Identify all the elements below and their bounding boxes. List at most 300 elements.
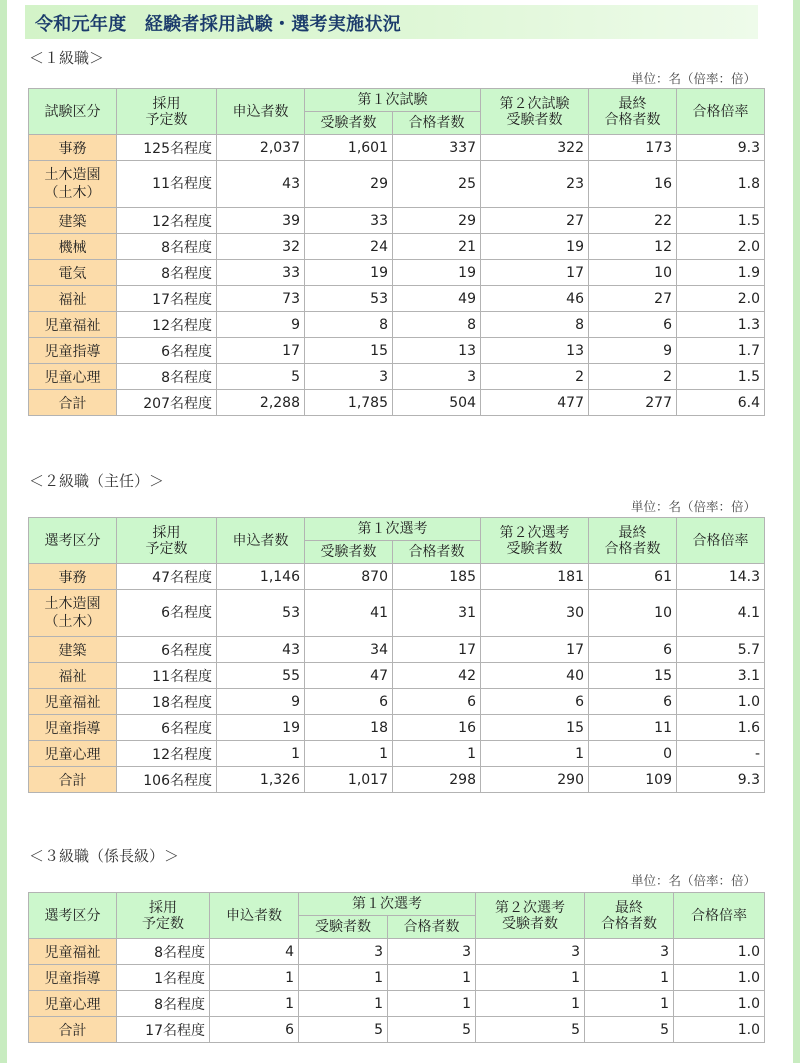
row-category: [29, 286, 117, 312]
cell-final-passed: 6: [589, 312, 677, 338]
cell-s2-takers: 15: [481, 715, 589, 741]
cell-planned: 17名程度: [117, 286, 217, 312]
section-label-grade2: ＜２級職（主任）＞: [29, 472, 165, 490]
row-category: [29, 364, 117, 390]
row-category: [29, 715, 117, 741]
cell-s2-takers: 2: [481, 364, 589, 390]
table-row: [29, 663, 765, 689]
cell-final-passed: 6: [589, 689, 677, 715]
cell-s1-takers: 41: [305, 590, 393, 637]
cell-s1-passed: 31: [393, 590, 481, 637]
results-table-grade3: [28, 892, 765, 1043]
cell-planned: 6名程度: [117, 338, 217, 364]
cell-s1-passed: 3: [388, 939, 476, 965]
cell-final-passed: 15: [589, 663, 677, 689]
header-row: [29, 518, 765, 541]
header-stage1: [305, 518, 481, 541]
unit-label-grade1: 単位：名（倍率：倍）: [630, 71, 756, 86]
header-stage1-passed: [388, 916, 476, 939]
cell-final-passed: 22: [589, 208, 677, 234]
category-text: 児童指導: [44, 970, 101, 987]
category-text: 児童福祉: [44, 317, 101, 334]
header-planned-text: 予定数: [145, 111, 188, 128]
header-final-passed: [589, 89, 677, 135]
cell-s1-takers: 5: [299, 1017, 388, 1043]
cell-planned: 1名程度: [117, 965, 210, 991]
cell-s1-passed: 8: [393, 312, 481, 338]
cell-s1-takers: 15: [305, 338, 393, 364]
header-applicants: [217, 518, 305, 564]
category-text: 事務: [58, 569, 87, 586]
header-planned: [117, 893, 210, 939]
cell-applicants: 2,288: [217, 390, 305, 416]
cell-s1-passed: 17: [393, 637, 481, 663]
header-planned-text: 予定数: [142, 915, 184, 932]
row-category: [29, 939, 117, 965]
header-category: [29, 518, 117, 564]
header-stage1-passed-text: 合格者数: [408, 115, 465, 131]
header-stage2-takers: [481, 89, 589, 135]
cell-ratio: -: [677, 741, 765, 767]
table-row: [29, 564, 765, 590]
header-stage1-takers-text: 受験者数: [320, 115, 377, 131]
cell-final-passed: 61: [589, 564, 677, 590]
category-text: 合計: [58, 1022, 87, 1039]
cell-planned: 8名程度: [117, 234, 217, 260]
cell-s1-takers: 33: [305, 208, 393, 234]
category-text: 児童指導: [44, 720, 101, 737]
header-applicants-text: 申込者数: [232, 532, 289, 549]
cell-s2-takers: 1: [481, 741, 589, 767]
cell-s1-takers: 24: [305, 234, 393, 260]
header-planned: [117, 89, 217, 135]
cell-ratio: 1.9: [677, 260, 765, 286]
cell-ratio: 2.0: [677, 234, 765, 260]
cell-ratio: 5.7: [677, 637, 765, 663]
table-row: [29, 260, 765, 286]
unit-label-grade3: 単位：名（倍率：倍）: [630, 873, 756, 888]
cell-s2-takers: 17: [481, 260, 589, 286]
cell-planned: 11名程度: [117, 161, 217, 208]
cell-s1-takers: 1: [305, 741, 393, 767]
cell-s1-passed: 42: [393, 663, 481, 689]
row-category: [29, 741, 117, 767]
cell-planned: 106名程度: [117, 767, 217, 793]
header-stage1-takers-text: 受験者数: [320, 544, 377, 560]
header-stage1: [305, 89, 481, 112]
category-text: 児童福祉: [44, 694, 101, 711]
cell-final-passed: 5: [585, 1017, 674, 1043]
cell-s1-takers: 3: [305, 364, 393, 390]
cell-s1-passed: 337: [393, 135, 481, 161]
header-applicants: [217, 89, 305, 135]
cell-s1-takers: 1,785: [305, 390, 393, 416]
header-pass-ratio-text: 合格倍率: [692, 103, 749, 120]
page-content: [7, 0, 793, 1063]
cell-planned: 6名程度: [117, 715, 217, 741]
cell-s2-takers: 1: [476, 965, 585, 991]
table-row: [29, 161, 765, 208]
cell-s1-passed: 29: [393, 208, 481, 234]
cell-s1-takers: 8: [305, 312, 393, 338]
table-row: [29, 135, 765, 161]
row-category: [29, 312, 117, 338]
cell-planned: 47名程度: [117, 564, 217, 590]
cell-final-passed: 0: [589, 741, 677, 767]
cell-final-passed: 2: [589, 364, 677, 390]
cell-final-passed: 1: [585, 991, 674, 1017]
cell-final-passed: 12: [589, 234, 677, 260]
header-pass-ratio: [677, 518, 765, 564]
cell-s2-takers: 23: [481, 161, 589, 208]
header-applicants-text: 申込者数: [232, 103, 289, 120]
cell-s2-takers: 322: [481, 135, 589, 161]
header-final-passed-text: 合格者数: [604, 540, 661, 557]
cell-ratio: 1.5: [677, 208, 765, 234]
cell-s1-takers: 1: [299, 991, 388, 1017]
cell-applicants: 53: [217, 590, 305, 637]
cell-ratio: 4.1: [677, 590, 765, 637]
cell-s1-passed: 504: [393, 390, 481, 416]
header-stage1-text: 第１次選考: [357, 521, 428, 537]
header-stage2-takers: [476, 893, 585, 939]
row-category: [29, 338, 117, 364]
cell-s1-takers: 19: [305, 260, 393, 286]
cell-s1-takers: 47: [305, 663, 393, 689]
cell-applicants: 2,037: [217, 135, 305, 161]
cell-ratio: 1.3: [677, 312, 765, 338]
table-row: [29, 286, 765, 312]
cell-planned: 125名程度: [117, 135, 217, 161]
cell-s1-passed: 6: [393, 689, 481, 715]
cell-final-passed: 11: [589, 715, 677, 741]
cell-planned: 11名程度: [117, 663, 217, 689]
table-row: [29, 1017, 765, 1043]
cell-s1-takers: 3: [299, 939, 388, 965]
header-applicants: [210, 893, 299, 939]
cell-ratio: 9.3: [677, 767, 765, 793]
cell-planned: 12名程度: [117, 741, 217, 767]
cell-s1-takers: 29: [305, 161, 393, 208]
page-title: 令和元年度 経験者採用試験・選考実施状況: [35, 14, 401, 35]
category-text: 事務: [58, 140, 87, 157]
cell-s1-passed: 13: [393, 338, 481, 364]
section-label-grade1: ＜１級職＞: [29, 49, 105, 67]
cell-final-passed: 9: [589, 338, 677, 364]
header-category-text: 選考区分: [44, 907, 101, 924]
cell-s1-passed: 1: [393, 741, 481, 767]
cell-ratio: 1.8: [677, 161, 765, 208]
cell-s1-passed: 298: [393, 767, 481, 793]
cell-s2-takers: 30: [481, 590, 589, 637]
cell-s1-passed: 5: [388, 1017, 476, 1043]
cell-s1-passed: 3: [393, 364, 481, 390]
row-category: [29, 208, 117, 234]
cell-applicants: 55: [217, 663, 305, 689]
header-stage1-passed: [393, 112, 481, 135]
category-text: 土木造園: [44, 167, 101, 183]
cell-s1-passed: 16: [393, 715, 481, 741]
cell-final-passed: 109: [589, 767, 677, 793]
cell-applicants: 4: [210, 939, 299, 965]
header-final-passed-text: 合格者数: [601, 915, 657, 932]
cell-final-passed: 1: [585, 965, 674, 991]
header-pass-ratio-text: 合格倍率: [691, 907, 747, 924]
table-row: [29, 312, 765, 338]
cell-planned: 8名程度: [117, 939, 210, 965]
cell-applicants: 73: [217, 286, 305, 312]
cell-planned: 8名程度: [117, 991, 210, 1017]
cell-s2-takers: 13: [481, 338, 589, 364]
cell-s1-passed: 25: [393, 161, 481, 208]
cell-s2-takers: 477: [481, 390, 589, 416]
cell-s2-takers: 1: [476, 991, 585, 1017]
header-planned-text: 予定数: [145, 540, 188, 557]
cell-final-passed: 277: [589, 390, 677, 416]
category-text: 児童心理: [44, 369, 101, 386]
header-final-passed: [589, 518, 677, 564]
category-text: 合計: [58, 772, 87, 789]
cell-applicants: 19: [217, 715, 305, 741]
cell-s2-takers: 8: [481, 312, 589, 338]
cell-ratio: 6.4: [677, 390, 765, 416]
table-row: [29, 741, 765, 767]
header-stage1-takers: [299, 916, 388, 939]
cell-ratio: 1.6: [677, 715, 765, 741]
cell-planned: 8名程度: [117, 260, 217, 286]
header-planned: [117, 518, 217, 564]
row-category: [29, 637, 117, 663]
page-title-bar: [25, 5, 758, 39]
cell-s1-passed: 21: [393, 234, 481, 260]
category-text: 土木造園: [44, 596, 101, 612]
cell-applicants: 9: [217, 689, 305, 715]
category-text: 児童福祉: [44, 944, 101, 961]
row-category: [29, 991, 117, 1017]
cell-ratio: 9.3: [677, 135, 765, 161]
cell-s1-takers: 34: [305, 637, 393, 663]
table-row: [29, 364, 765, 390]
header-stage1-text: 第１次選考: [352, 896, 422, 912]
category-text: 児童心理: [44, 746, 101, 763]
header-stage1-text: 第１次試験: [357, 92, 428, 108]
cell-s2-takers: 5: [476, 1017, 585, 1043]
cell-final-passed: 16: [589, 161, 677, 208]
cell-final-passed: 6: [589, 637, 677, 663]
header-category-text: 試験区分: [44, 103, 101, 120]
table-row: [29, 939, 765, 965]
category-text: 建築: [58, 642, 87, 659]
row-category: [29, 564, 117, 590]
table-row: [29, 991, 765, 1017]
cell-final-passed: 27: [589, 286, 677, 312]
cell-ratio: 1.0: [674, 965, 765, 991]
cell-s1-passed: 19: [393, 260, 481, 286]
header-stage2-takers: [481, 518, 589, 564]
cell-s1-takers: 18: [305, 715, 393, 741]
cell-ratio: 1.0: [674, 991, 765, 1017]
cell-s2-takers: 181: [481, 564, 589, 590]
header-stage2-takers-text: 第２次試験: [499, 95, 570, 112]
category-text: 建築: [58, 213, 87, 230]
header-planned-text: 採用: [152, 524, 181, 541]
cell-applicants: 1: [210, 965, 299, 991]
header-stage2-takers-text: 受験者数: [506, 111, 563, 128]
cell-applicants: 17: [217, 338, 305, 364]
header-stage1-passed-text: 合格者数: [408, 544, 465, 560]
cell-s1-takers: 6: [305, 689, 393, 715]
table-row: [29, 208, 765, 234]
header-category-text: 選考区分: [44, 532, 101, 549]
section-label-grade3: ＜３級職（係長級）＞: [29, 847, 180, 865]
cell-s2-takers: 19: [481, 234, 589, 260]
header-row: [29, 89, 765, 112]
cell-applicants: 33: [217, 260, 305, 286]
header-stage2-takers-text: 受験者数: [506, 540, 563, 557]
table-row: [29, 390, 765, 416]
cell-ratio: 14.3: [677, 564, 765, 590]
cell-applicants: 1: [217, 741, 305, 767]
row-category: [29, 1017, 117, 1043]
cell-final-passed: 10: [589, 590, 677, 637]
table-row: [29, 338, 765, 364]
table-row: [29, 689, 765, 715]
cell-s1-takers: 1,017: [305, 767, 393, 793]
cell-planned: 18名程度: [117, 689, 217, 715]
header-pass-ratio-text: 合格倍率: [692, 532, 749, 549]
header-stage1-passed-text: 合格者数: [403, 919, 460, 935]
header-stage2-takers-text: 第２次選考: [499, 524, 570, 541]
header-final-passed-text: 最終: [618, 524, 647, 541]
cell-final-passed: 3: [585, 939, 674, 965]
cell-applicants: 32: [217, 234, 305, 260]
row-category: [29, 965, 117, 991]
cell-s1-takers: 1: [299, 965, 388, 991]
table-row: [29, 767, 765, 793]
cell-applicants: 9: [217, 312, 305, 338]
row-category: [29, 390, 117, 416]
cell-applicants: 1,146: [217, 564, 305, 590]
cell-ratio: 1.0: [677, 689, 765, 715]
category-subtext: （土木）: [44, 614, 101, 630]
category-text: 電気: [58, 265, 87, 282]
cell-s1-passed: 1: [388, 965, 476, 991]
unit-label-grade2: 単位：名（倍率：倍）: [630, 499, 756, 514]
results-table-grade2: [28, 517, 765, 793]
cell-s1-passed: 49: [393, 286, 481, 312]
category-text: 児童指導: [44, 343, 101, 360]
row-category: [29, 590, 117, 637]
cell-planned: 8名程度: [117, 364, 217, 390]
cell-s2-takers: 6: [481, 689, 589, 715]
cell-s2-takers: 40: [481, 663, 589, 689]
header-pass-ratio: [674, 893, 765, 939]
cell-applicants: 6: [210, 1017, 299, 1043]
cell-s1-takers: 53: [305, 286, 393, 312]
cell-applicants: 5: [217, 364, 305, 390]
header-planned-text: 採用: [149, 899, 177, 916]
row-category: [29, 663, 117, 689]
cell-s2-takers: 17: [481, 637, 589, 663]
header-stage2-takers-text: 第２次選考: [495, 899, 565, 916]
header-stage1-takers: [305, 112, 393, 135]
cell-planned: 6名程度: [117, 637, 217, 663]
header-pass-ratio: [677, 89, 765, 135]
cell-planned: 207名程度: [117, 390, 217, 416]
row-category: [29, 234, 117, 260]
cell-final-passed: 10: [589, 260, 677, 286]
cell-s2-takers: 27: [481, 208, 589, 234]
row-category: [29, 689, 117, 715]
header-stage1-takers-text: 受験者数: [315, 919, 371, 935]
row-category: [29, 767, 117, 793]
cell-applicants: 39: [217, 208, 305, 234]
cell-applicants: 1,326: [217, 767, 305, 793]
row-category: [29, 260, 117, 286]
header-category: [29, 89, 117, 135]
cell-ratio: 1.0: [674, 939, 765, 965]
header-category: [29, 893, 117, 939]
cell-s2-takers: 46: [481, 286, 589, 312]
cell-applicants: 43: [217, 161, 305, 208]
header-stage1: [299, 893, 476, 916]
row-category: [29, 135, 117, 161]
cell-applicants: 1: [210, 991, 299, 1017]
cell-ratio: 3.1: [677, 663, 765, 689]
cell-planned: 17名程度: [117, 1017, 210, 1043]
header-final-passed-text: 合格者数: [604, 111, 661, 128]
category-text: 児童心理: [44, 996, 101, 1013]
results-table-grade1: [28, 88, 765, 416]
cell-applicants: 43: [217, 637, 305, 663]
cell-s1-passed: 1: [388, 991, 476, 1017]
header-final-passed: [585, 893, 674, 939]
header-final-passed-text: 最終: [615, 899, 643, 916]
cell-ratio: 2.0: [677, 286, 765, 312]
cell-planned: 12名程度: [117, 312, 217, 338]
category-text: 福祉: [58, 291, 87, 308]
category-text: 福祉: [58, 668, 87, 685]
category-text: 機械: [58, 239, 87, 256]
table-row: [29, 637, 765, 663]
cell-s1-takers: 1,601: [305, 135, 393, 161]
cell-s1-takers: 870: [305, 564, 393, 590]
header-stage1-passed: [393, 541, 481, 564]
header-final-passed-text: 最終: [618, 95, 647, 112]
table-row: [29, 590, 765, 637]
header-row: [29, 893, 765, 916]
cell-final-passed: 173: [589, 135, 677, 161]
cell-ratio: 1.5: [677, 364, 765, 390]
cell-s2-takers: 290: [481, 767, 589, 793]
header-stage1-takers: [305, 541, 393, 564]
cell-planned: 6名程度: [117, 590, 217, 637]
header-applicants-text: 申込者数: [226, 907, 282, 924]
cell-ratio: 1.0: [674, 1017, 765, 1043]
category-text: 合計: [58, 395, 87, 412]
header-stage2-takers-text: 受験者数: [502, 915, 558, 932]
header-planned-text: 採用: [152, 95, 181, 112]
cell-s1-passed: 185: [393, 564, 481, 590]
category-subtext: （土木）: [44, 185, 101, 201]
cell-planned: 12名程度: [117, 208, 217, 234]
cell-s2-takers: 3: [476, 939, 585, 965]
table-row: [29, 234, 765, 260]
table-row: [29, 715, 765, 741]
cell-ratio: 1.7: [677, 338, 765, 364]
table-row: [29, 965, 765, 991]
row-category: [29, 161, 117, 208]
